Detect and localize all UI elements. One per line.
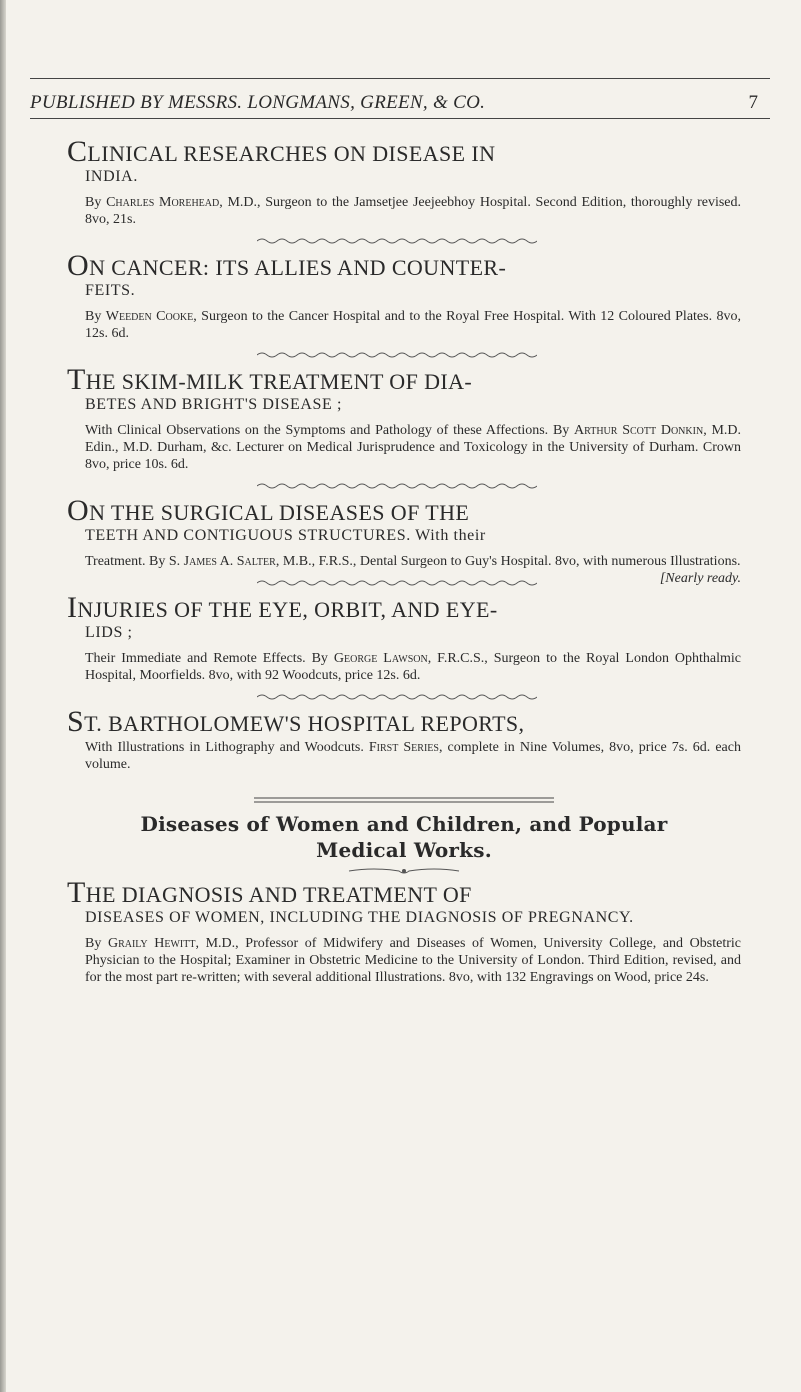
author-name: Charles Morehead <box>106 195 220 210</box>
section-heading-line2: Medical Works. <box>316 838 492 862</box>
entry-title-text: NJURIES OF THE EYE, ORBIT, AND EYE- <box>77 597 498 622</box>
entry-title-text: HE DIAGNOSIS AND TREATMENT OF <box>85 882 472 907</box>
body-lead: With Clinical Observations on the Symptoms and Pathology of these Affections. By <box>85 423 575 438</box>
entry-title-text: HE SKIM-MILK TREATMENT OF DIA- <box>85 369 473 394</box>
entry-diagnosis-diseases-women <box>67 876 741 986</box>
flourish-ornament <box>344 865 464 877</box>
entry-title <box>67 876 741 909</box>
entry-subtitle: LIDS ; <box>85 624 133 641</box>
entry-title-text: N THE SURGICAL DISEASES OF THE <box>89 500 470 525</box>
author-name: Arthur Scott Donkin <box>574 423 704 438</box>
dropcap: O <box>67 494 90 527</box>
body-lead: By <box>85 309 106 324</box>
wavy-divider <box>257 579 537 587</box>
entry-subtitle: INDIA. <box>85 168 138 185</box>
entry-on-cancer <box>67 249 741 342</box>
section-heading-line1: Diseases of Women and Children, and Popular <box>140 812 668 836</box>
book-page <box>30 0 770 1392</box>
body-lead: By <box>85 936 108 951</box>
dropcap: T <box>67 876 86 909</box>
body-lead: By <box>85 195 107 210</box>
page-number: 7 <box>748 92 758 113</box>
dropcap: T <box>67 363 86 396</box>
entry-title-text: N CANCER: ITS ALLIES AND COUNTER- <box>89 255 507 280</box>
author-name: Graily Hewitt <box>107 936 196 951</box>
availability-note: [Nearly ready. <box>659 571 741 586</box>
entry-skim-milk <box>67 363 742 473</box>
entry-title <box>67 249 741 282</box>
entry-title <box>67 591 741 624</box>
body-lead: Their Immediate and Remote Effects. By <box>85 651 334 666</box>
wavy-divider <box>257 693 537 701</box>
body-text: , Surgeon to the Cancer Hospital and to the Royal Free Hospital. With 12 Coloured Plates. 8vo, 12s. 6d. <box>85 309 741 341</box>
body-text: , F.R.C.S., Surgeon to the Royal London Ophthalmic Hospital, Moorfields. 8vo, with 92 Woodcuts, price 12s. 6d. <box>85 651 741 683</box>
body-text: , M.B., F.R.S., Dental Surgeon to Guy's Hospital. 8vo, with numerous Illustrations. <box>275 554 741 569</box>
entry-title <box>67 705 741 738</box>
entry-title <box>67 494 741 527</box>
entry-title <box>67 135 741 168</box>
body-text: , M.D., Professor of Midwifery and Diseases of Women, University College, and Obstetric Physician to the Hospital; Examiner in Obstetric Medicine to the University of London. Third Edition, revised, and for the most part re-written; with several additional Illustrations. 8vo, with 132 Engravings on Wood, price 24s. <box>85 936 741 985</box>
entry-subtitle: DISEASES OF WOMEN, INCLUDING THE DIAGNOSIS OF PREGNANCY. <box>85 909 634 926</box>
entry-body <box>85 650 741 684</box>
entry-body <box>85 194 741 228</box>
entry-title-text: T. BARTHOLOMEW'S HOSPITAL REPORTS, <box>84 711 525 736</box>
author-name: George Lawson <box>333 651 428 666</box>
body-text: , M.D., Surgeon to the Jamsetjee Jeejeebhoy Hospital. Second Edition, thoroughly revised. 8vo, 21s. <box>85 195 742 227</box>
entry-clinical-researches <box>67 135 742 228</box>
section-heading <box>67 811 741 863</box>
author-name: James A. Salter <box>183 554 276 569</box>
wavy-divider <box>257 482 537 490</box>
entry-body <box>85 553 741 586</box>
entry-body <box>85 935 741 986</box>
body-lead: Treatment. By S. <box>85 554 184 569</box>
entry-title <box>67 363 741 396</box>
content <box>67 135 742 986</box>
entry-body <box>85 308 741 342</box>
entry-injuries-of-eye <box>67 591 741 684</box>
author-name: First Series <box>368 740 439 755</box>
running-header <box>30 88 770 119</box>
dropcap: C <box>67 135 88 168</box>
wavy-divider <box>257 351 537 359</box>
dropcap: S <box>67 705 85 738</box>
body-text: , complete in Nine Volumes, 8vo, price 7s. 6d. each volume. <box>85 740 741 772</box>
entry-body <box>85 422 741 473</box>
entry-subtitle: FEITS. <box>85 282 136 299</box>
page-edge <box>0 0 6 1392</box>
double-rule <box>254 795 554 805</box>
entry-subtitle: BETES AND BRIGHT'S DISEASE ; <box>85 396 343 413</box>
author-name: Weeden Cooke <box>105 309 194 324</box>
dropcap: O <box>67 249 90 282</box>
top-rule <box>30 78 770 79</box>
body-lead: With Illustrations in Lithography and Woodcuts. <box>85 740 369 755</box>
entry-subtitle: TEETH AND CONTIGUOUS STRUCTURES. With their <box>85 527 486 544</box>
entry-body <box>85 739 741 773</box>
entry-st-bartholomews <box>67 705 741 773</box>
entry-title-text: LINICAL RESEARCHES ON DISEASE IN <box>87 141 496 166</box>
entry-surgical-diseases-teeth <box>67 494 741 586</box>
body-text: , M.D. Edin., M.D. Durham, &c. Lecturer on Medical Jurisprudence and Toxicology in the University of Durham. Crown 8vo, price 10s. 6d. <box>85 423 742 472</box>
wavy-divider <box>257 237 537 245</box>
dropcap: I <box>67 591 78 624</box>
header-title: PUBLISHED BY MESSRS. LONGMANS, GREEN, & CO. <box>30 92 486 113</box>
